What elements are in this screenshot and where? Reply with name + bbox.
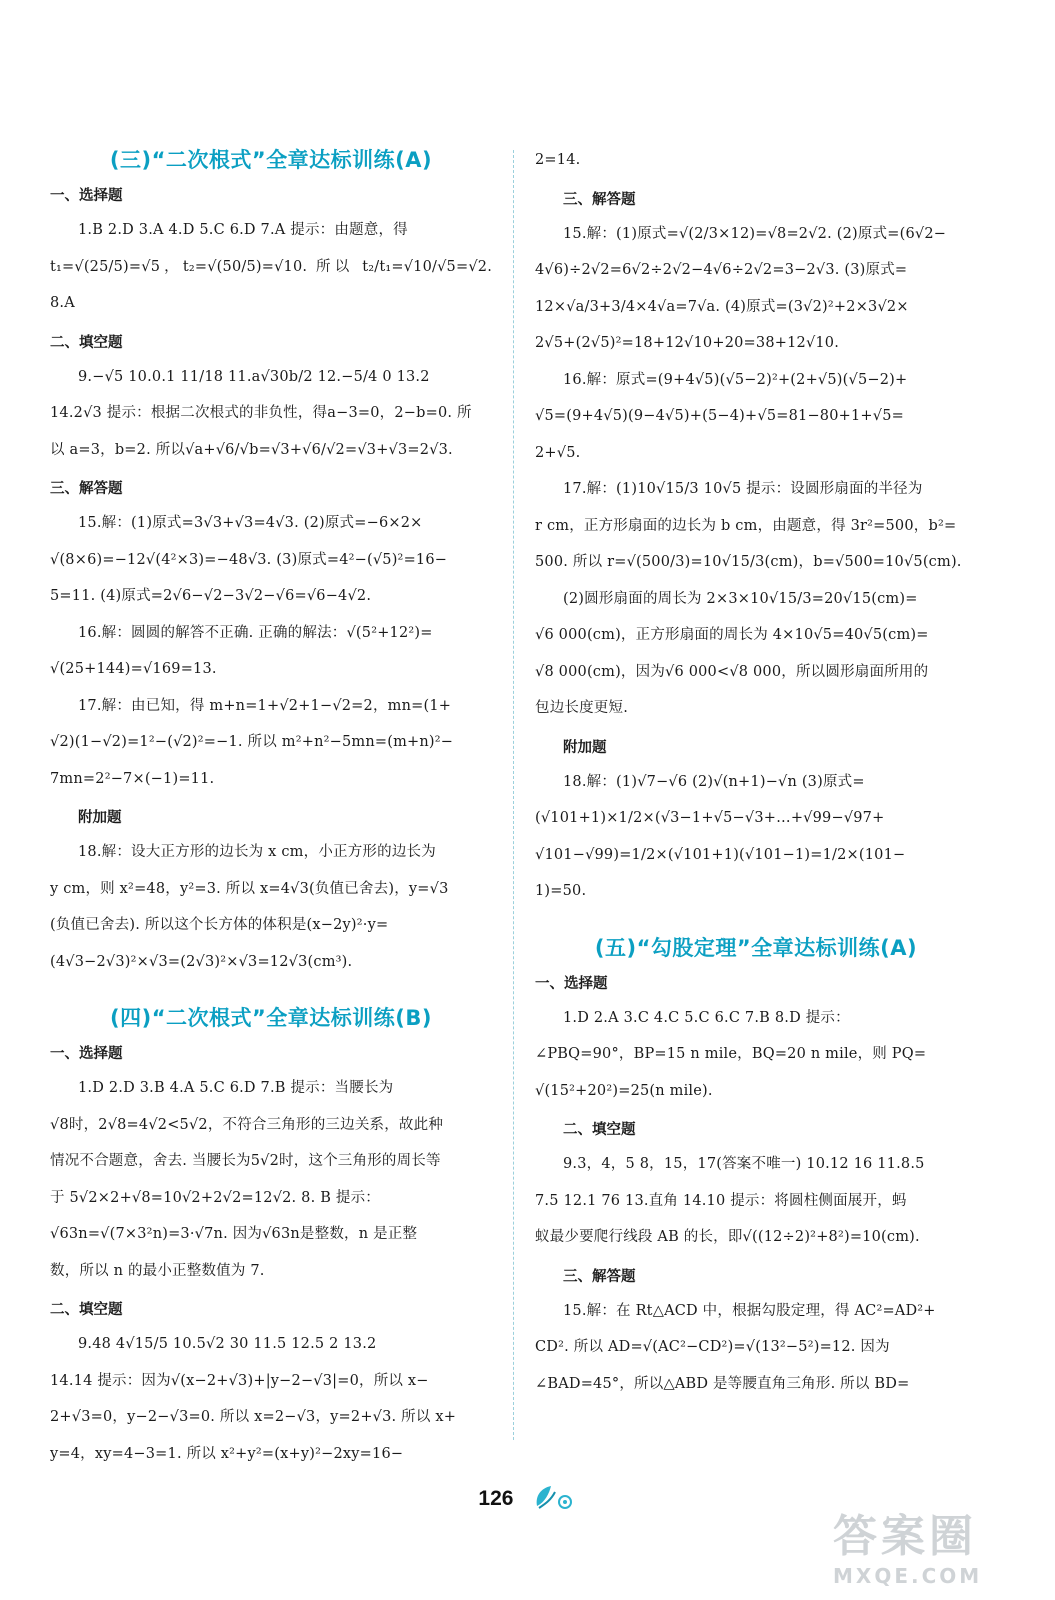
subheading-solve: 三、解答题	[50, 481, 123, 497]
answer-line: 蚁最少要爬行线段 AB 的长，即√((12÷2)²+8²)=10(cm).	[535, 1229, 920, 1245]
subheading-fill: 二、填空题	[50, 1302, 123, 1318]
answer-line: 5=11. (4)原式=2√6−√2−3√2−√6=√6−4√2.	[50, 588, 372, 604]
answer-line: ∠PBQ=90°，BP=15 n mile，BQ=20 n mile，则 PQ=	[535, 1046, 927, 1062]
answer-line: 16.解：原式=(9+4√5)(√5−2)²+(2+√5)(√5−2)+	[563, 371, 908, 388]
answer-line: 7mn=2²−7×(−1)=11.	[50, 770, 215, 787]
answer-line: 18.解：设大正方形的边长为 x cm，小正方形的边长为	[78, 844, 436, 860]
answer-line: 14.2√3 提示：根据二次根式的非负性，得a−3=0，2−b=0. 所	[50, 405, 472, 421]
answer-line: √2)(1−√2)=1²−(√2)²=−1. 所以 m²+n²−5mn=(m+n)²−	[50, 734, 454, 750]
answer-line: 1.B 2.D 3.A 4.D 5.C 6.D 7.A 提示：由题意，得	[78, 222, 408, 238]
answer-line: 14.14 提示：因为√(x−2+√3)+|y−2−√3|=0，所以 x−	[50, 1372, 429, 1389]
answer-line: 15.解：在 Rt△ACD 中，根据勾股定理，得 AC²=AD²+	[563, 1302, 936, 1319]
answer-line: 4√6)÷2√2=6√2÷2√2−4√6÷2√2=3−2√3. (3)原式=	[535, 262, 908, 278]
answer-line: 以 a=3，b=2. 所以√a+√6/√b=√3+√6/√2=√3+√3=2√3.	[50, 441, 453, 458]
answer-line: 7.5 12.1 76 13.直角 14.10 提示：将圆柱侧面展开，蚂	[535, 1192, 907, 1209]
subheading-choice: 一、选择题	[50, 188, 123, 204]
section-title-4: (四)“二次根式”全章达标训练(B)	[110, 1006, 432, 1030]
subheading-solve: 三、解答题	[563, 1268, 636, 1285]
watermark-logo	[833, 1500, 1033, 1588]
answer-line: (2)圆形扇面的周长为 2×3×10√15/3=20√15(cm)=	[563, 590, 918, 607]
answer-line: (√101+1)×1/2×(√3−1+√5−√3+…+√99−√97+	[535, 810, 885, 826]
page-number: 126	[478, 1487, 514, 1510]
answer-line: 情况不合题意，舍去. 当腰长为5√2时，这个三角形的周长等	[50, 1153, 441, 1169]
answer-line: 2+√3=0，y−2−√3=0. 所以 x=2−√3，y=2+√3. 所以 x+	[50, 1409, 457, 1425]
answer-line: 2+√5.	[535, 444, 581, 461]
watermark-bottom-text: MXQE.COM	[833, 1564, 983, 1588]
answer-line: 包边长度更短.	[535, 700, 629, 716]
answer-line: √6 000(cm)，正方形扇面的周长为 4×10√5=40√5(cm)=	[535, 627, 929, 643]
answer-line: CD². 所以 AD=√(AC²−CD²)=√(13²−5²)=12. 因为	[535, 1339, 890, 1355]
answer-line: 1.D 2.A 3.C 4.C 5.C 6.C 7.B 8.D 提示：	[563, 1009, 850, 1026]
answer-line: 于 5√2×2+√8=10√2+2√2=12√2. 8. B 提示：	[50, 1189, 380, 1206]
section-title-5: (五)“勾股定理”全章达标训练(A)	[594, 935, 918, 960]
right-column	[535, 142, 977, 1402]
answer-line: √101−√99)=1/2×(√101+1)(√101−1)=1/2×(101−	[535, 846, 906, 863]
answer-line: y=4，xy=4−3=1. 所以 x²+y²=(x+y)²−2xy=16−	[50, 1445, 404, 1462]
answer-line: 17.解：由已知，得 m+n=1+√2+1−√2=2，mn=(1+	[78, 697, 452, 714]
watermark-top-text: 答案圈	[833, 1511, 977, 1562]
answer-line: (负值已舍去). 所以这个长方体的体积是(x−2y)²·y=	[50, 917, 389, 933]
answer-line: 9.−√5 10.0.1 11/18 11.a√30b/2 12.−5/4 0 13.2	[78, 368, 430, 385]
answer-line: (4√3−2√3)²×√3=(2√3)²×√3=12√3(cm³).	[50, 953, 353, 970]
column-divider	[513, 150, 514, 1440]
answer-line: 2√5+(2√5)²=18+12√10+20=38+12√10.	[535, 335, 840, 351]
answer-line: 数，所以 n 的最小正整数值为 7.	[50, 1262, 265, 1279]
leaf-swirl-icon	[531, 1482, 577, 1516]
subheading-extra: 附加题	[78, 810, 122, 826]
answer-line: r cm，正方形扇面的边长为 b cm，由题意，得 3r²=500，b²=	[535, 517, 957, 534]
answer-line: 9.48 4√15/5 10.5√2 30 11.5 12.5 2 13.2	[78, 1336, 377, 1352]
answer-line: √5=(9+4√5)(9−4√5)+(5−4)+√5=81−80+1+√5=	[535, 408, 904, 424]
answer-line: 2=14.	[535, 152, 581, 168]
answer-line: ∠BAD=45°，所以△ABD 是等腰直角三角形. 所以 BD=	[535, 1375, 910, 1392]
answer-line: 12×√a/3+3/4×4√a=7√a. (4)原式=(3√2)²+2×3√2×	[535, 298, 909, 315]
answer-line: √8时，2√8=4√2<5√2，不符合三角形的三边关系，故此种	[50, 1116, 444, 1133]
subheading-choice: 一、选择题	[535, 975, 608, 992]
answer-line: t₁=√(25/5)=√5，t₂=√(50/5)=√10. 所以 t₂/t₁=√10/√5=√2. 8.A	[50, 258, 492, 311]
answer-line: √63n=√(7×3²n)=3·√7n. 因为√63n是整数，n 是正整	[50, 1226, 418, 1242]
subheading-solve: 三、解答题	[563, 191, 636, 208]
answer-line: √(25+144)=√169=13.	[50, 661, 217, 677]
answer-line: 1.D 2.D 3.B 4.A 5.C 6.D 7.B 提示：当腰长为	[78, 1080, 394, 1096]
answer-line: 9.3，4，5 8，15，17(答案不唯一) 10.12 16 11.8.5	[563, 1156, 925, 1172]
answer-line: 17.解：(1)10√15/3 10√5 提示：设圆形扇面的半径为	[563, 481, 923, 497]
subheading-extra: 附加题	[563, 739, 607, 756]
answer-line: 18.解：(1)√7−√6 (2)√(n+1)−√n (3)原式=	[563, 773, 865, 790]
answer-line: 15.解：(1)原式=√(2/3×12)=√8=2√2. (2)原式=(6√2−	[563, 225, 947, 242]
answer-line: 1)=50.	[535, 883, 587, 899]
subheading-choice: 一、选择题	[50, 1046, 123, 1062]
answer-line: y cm，则 x²=48，y²=3. 所以 x=4√3(负值已舍去)，y=√3	[50, 880, 449, 897]
answer-line: √8 000(cm)，因为√6 000<√8 000，所以圆形扇面所用的	[535, 663, 929, 680]
answer-line: 16.解：圆圆的解答不正确. 正确的解法：√(5²+12²)=	[78, 624, 433, 641]
answer-line: √(8×6)=−12√(4²×3)=−48√3. (3)原式=4²−(√5)²=16−	[50, 551, 448, 568]
answer-line: 500. 所以 r=√(500/3)=10√15/3(cm)，b=√500=10√5(cm).	[535, 554, 962, 570]
section-title-3: (三)“二次根式”全章达标训练(A)	[109, 148, 433, 172]
subheading-fill: 二、填空题	[563, 1122, 636, 1138]
subheading-fill: 二、填空题	[50, 334, 123, 351]
answer-line: √(15²+20²)=25(n mile).	[535, 1082, 713, 1099]
left-column	[50, 130, 492, 1472]
answer-line: 15.解：(1)原式=3√3+√3=4√3. (2)原式=−6×2×	[78, 515, 423, 531]
